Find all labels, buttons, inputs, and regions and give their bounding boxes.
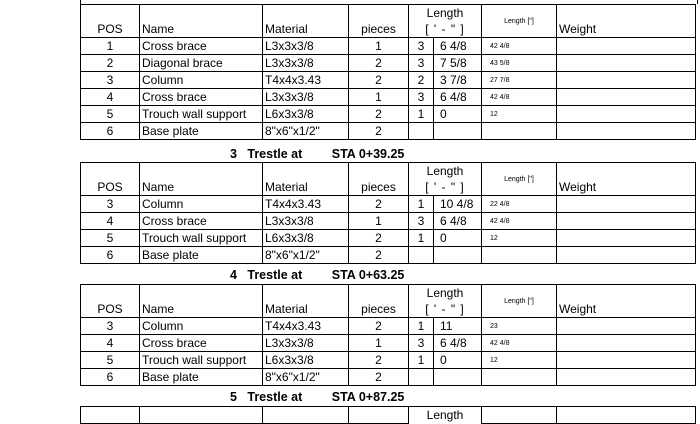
header-length-inches: Length ["] [482,5,557,38]
cell-weight [557,213,696,230]
header-name: Name [140,285,263,318]
cell-weight [557,369,696,386]
parts-table-3 [80,284,696,386]
cell-material: L3x3x3/8 [263,89,349,106]
table-row [81,318,696,335]
header-pos: POS [81,163,140,196]
table-row [81,247,696,264]
cell-material: T4x4x3.43 [263,196,349,213]
cell-pos: 5 [81,230,140,247]
cell-pos: 6 [81,369,140,386]
trestle-title-1 [230,146,490,163]
header-pos-cell [81,407,140,424]
cell-length-feet: 1 [409,352,434,369]
header-material: Material [263,163,349,196]
cell-length-total: 42 4/8 [482,38,557,55]
table-row [81,230,696,247]
header-length-unit: [ ' - " ] [409,21,482,38]
cell-pieces: 2 [349,123,409,140]
cell-length-total: 42 4/8 [482,335,557,352]
trestle-number: 4 [230,268,237,282]
cell-weight [557,38,696,55]
cell-name: Cross brace [140,89,263,106]
table-row [81,335,696,352]
header-pieces: pieces [349,285,409,318]
cell-name: Cross brace [140,213,263,230]
cell-pieces: 2 [349,106,409,123]
cell-weight [557,318,696,335]
parts-table-3-body [81,318,696,386]
header-pieces: pieces [349,163,409,196]
cell-material: L6x3x3/8 [263,352,349,369]
cell-length-inches [434,123,482,140]
trestle-number: 3 [230,147,237,161]
cell-pieces: 2 [349,247,409,264]
cell-length-total: 12 [482,352,557,369]
trestle-station: STA 0+63.25 [331,268,405,282]
cell-weight [557,72,696,89]
table-row [81,369,696,386]
table-row [81,38,696,55]
cell-pos: 5 [81,106,140,123]
cell-weight [557,123,696,140]
cell-material: L6x3x3/8 [263,106,349,123]
cell-weight [557,196,696,213]
trestle-title-3 [230,389,490,406]
cell-material: L3x3x3/8 [263,335,349,352]
cell-length-inches: 6 4/8 [434,335,482,352]
cell-pos: 1 [81,38,140,55]
cell-length-inches [434,247,482,264]
header-length-unit: [ ' - " ] [409,301,482,318]
header-length-inches-cell [482,407,557,424]
cell-material: L3x3x3/8 [263,55,349,72]
cell-pieces: 1 [349,89,409,106]
cell-pos: 2 [81,55,140,72]
header-length-unit: [ ' - " ] [409,179,482,196]
trestle-label: Trestle at [247,147,303,161]
cell-weight [557,247,696,264]
cell-length-feet: 3 [409,38,434,55]
cell-length-inches: 6 4/8 [434,38,482,55]
cell-length-feet: 1 [409,196,434,213]
cell-pieces: 2 [349,318,409,335]
cell-length-feet: 1 [409,318,434,335]
parts-table-2 [80,162,696,264]
cell-name: Trouch wall support [140,106,263,123]
cell-material: L3x3x3/8 [263,213,349,230]
cell-length-inches: 6 4/8 [434,213,482,230]
cell-length-total [482,369,557,386]
parts-table-1-header [81,5,696,38]
cell-length-total: 27 7/8 [482,72,557,89]
cell-name: Diagonal brace [140,55,263,72]
cell-pos: 4 [81,89,140,106]
cell-length-feet: 3 [409,335,434,352]
parts-table-1-body [81,38,696,140]
header-weight-cell [557,407,696,424]
cell-name: Base plate [140,369,263,386]
trestle-station: STA 0+39.25 [331,147,405,161]
cell-pieces: 2 [349,55,409,72]
header-weight: Weight [557,5,696,38]
header-weight: Weight [557,285,696,318]
cell-pos: 6 [81,123,140,140]
trestle-title-2 [230,267,490,284]
cell-weight [557,335,696,352]
cell-length-feet: 1 [409,106,434,123]
cell-length-total: 22 4/8 [482,196,557,213]
header-name-cell [140,407,263,424]
cell-weight [557,230,696,247]
cell-length-inches: 3 7/8 [434,72,482,89]
cell-pieces: 2 [349,72,409,89]
table-row [81,213,696,230]
table-row [81,55,696,72]
cell-length-inches: 6 4/8 [434,89,482,106]
cell-length-total [482,123,557,140]
trestle-label: Trestle at [247,268,303,282]
header-length: Length [409,5,482,22]
cell-length-inches: 11 [434,318,482,335]
cell-length-total: 42 4/8 [482,89,557,106]
header-length: Length [409,407,482,424]
cell-length-total [482,247,557,264]
table-row [81,72,696,89]
cell-weight [557,55,696,72]
header-length-inches: Length ["] [482,285,557,318]
table-row [81,89,696,106]
cell-name: Base plate [140,123,263,140]
header-material-cell [263,407,349,424]
cell-length-feet: 1 [409,230,434,247]
cell-length-inches: 0 [434,106,482,123]
table-row [81,196,696,213]
table-row [81,123,696,140]
parts-table-2-header [81,163,696,196]
cell-length-feet: 3 [409,213,434,230]
cell-length-total: 23 [482,318,557,335]
cell-name: Cross brace [140,38,263,55]
cell-weight [557,89,696,106]
cell-length-total: 43 5/8 [482,55,557,72]
cell-material: T4x4x3.43 [263,318,349,335]
cell-pieces: 2 [349,230,409,247]
cell-material: L3x3x3/8 [263,38,349,55]
cell-name: Column [140,318,263,335]
header-pieces-cell [349,407,409,424]
parts-table-3-header [81,285,696,318]
cell-pieces: 1 [349,213,409,230]
header-name: Name [140,5,263,38]
table-row [81,352,696,369]
cell-name: Cross brace [140,335,263,352]
header-length: Length [409,163,482,180]
cell-pieces: 2 [349,196,409,213]
cell-pieces: 2 [349,369,409,386]
cell-pos: 4 [81,335,140,352]
cell-length-feet [409,247,434,264]
cell-length-feet: 3 [409,89,434,106]
header-weight: Weight [557,163,696,196]
cell-length-feet: 2 [409,72,434,89]
header-pos: POS [81,285,140,318]
cell-name: Column [140,196,263,213]
cell-length-total: 12 [482,230,557,247]
header-material: Material [263,5,349,38]
cell-length-inches: 7 5/8 [434,55,482,72]
parts-table-1 [80,4,696,140]
cell-pos: 5 [81,352,140,369]
cell-pos: 3 [81,196,140,213]
cell-name: Column [140,72,263,89]
cell-length-feet: 3 [409,55,434,72]
header-name: Name [140,163,263,196]
cell-length-inches: 10 4/8 [434,196,482,213]
cell-pos: 3 [81,72,140,89]
header-pieces: pieces [349,5,409,38]
cell-material: L6x3x3/8 [263,230,349,247]
cell-pieces: 1 [349,38,409,55]
cell-material: T4x4x3.43 [263,72,349,89]
header-length: Length [409,285,482,302]
cell-weight [557,106,696,123]
cell-pos: 4 [81,213,140,230]
cell-length-inches [434,369,482,386]
parts-table-4-partial [80,406,696,424]
cell-length-total: 42 4/8 [482,213,557,230]
cell-name: Trouch wall support [140,230,263,247]
cell-name: Base plate [140,247,263,264]
cell-length-inches: 0 [434,352,482,369]
cell-length-feet [409,123,434,140]
trestle-station: STA 0+87.25 [331,390,405,404]
cell-pieces: 2 [349,352,409,369]
cell-length-feet [409,369,434,386]
cell-length-total: 12 [482,106,557,123]
trestle-label: Trestle at [247,390,303,404]
cell-material: 8"x6"x1/2" [263,247,349,264]
table-row [81,106,696,123]
cell-pos: 3 [81,318,140,335]
cell-pieces: 1 [349,335,409,352]
header-pos: POS [81,5,140,38]
cell-weight [557,352,696,369]
parts-table-2-body [81,196,696,264]
header-length-inches: Length ["] [482,163,557,196]
trestle-number: 5 [230,390,237,404]
cell-length-inches: 0 [434,230,482,247]
cell-material: 8"x6"x1/2" [263,369,349,386]
header-material: Material [263,285,349,318]
cell-pos: 6 [81,247,140,264]
cell-material: 8"x6"x1/2" [263,123,349,140]
cell-name: Trouch wall support [140,352,263,369]
